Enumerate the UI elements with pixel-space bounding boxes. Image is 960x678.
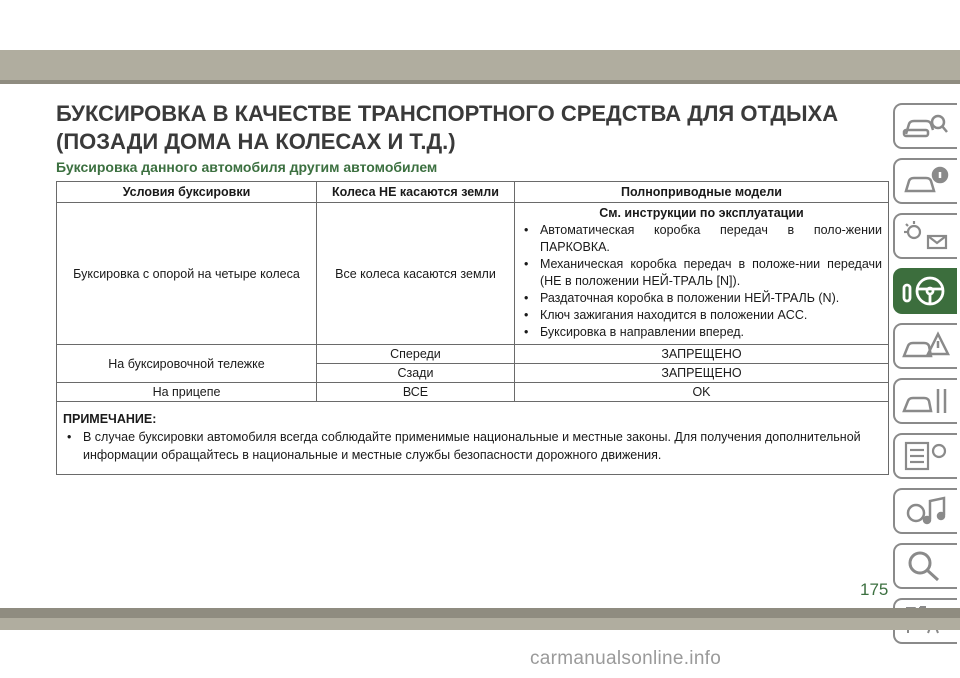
tab-car-warning[interactable] — [893, 323, 957, 369]
tab-multimedia[interactable] — [893, 488, 957, 534]
bottom-decorative-bar — [0, 608, 960, 618]
list-item: • Механическая коробка передач в положе-нии передачи (НЕ в положении НЕЙ-ТРАЛЬ [N]). — [521, 256, 882, 290]
dashboard-lights-icon — [900, 218, 950, 254]
list-item: • Раздаточная коробка в положении НЕЙ-ТРАЛЬ (N). — [521, 290, 882, 307]
table-cell-value: ЗАПРЕЩЕНО — [514, 345, 888, 364]
table-header-cell: Полноприводные модели — [514, 182, 888, 203]
table-note-row — [57, 402, 889, 475]
towing-table — [56, 181, 889, 475]
table-cell-condition: На прицепе — [57, 383, 317, 402]
car-magnifier-icon — [900, 108, 950, 144]
table-header-row — [57, 182, 889, 203]
steering-wheel-key-icon — [900, 273, 950, 309]
section-subtitle: Буксировка данного автомобиля другим автомобилем — [56, 159, 438, 175]
tab-car-info[interactable] — [893, 158, 957, 204]
note-cell — [57, 402, 889, 475]
watermark: carmanualsonline.info — [530, 648, 722, 669]
chapter-tabs — [893, 103, 960, 653]
page-title-line2: (ПОЗАДИ ДОМА НА КОЛЕСАХ И Т.Д.) — [56, 129, 456, 154]
instructions-title: См. инструкции по эксплуатации — [599, 206, 804, 220]
top-decorative-line — [0, 80, 960, 84]
table-row — [57, 383, 889, 402]
table-cell-value: OK — [514, 383, 888, 402]
tab-dashboard-lights[interactable] — [893, 213, 957, 259]
tab-search[interactable] — [893, 543, 957, 589]
table-cell-condition: Буксировка с опорой на четыре колеса — [57, 203, 317, 345]
instructions-list — [521, 222, 882, 341]
table-cell-wheels: Все колеса касаются земли — [317, 203, 515, 345]
page-title-line1: БУКСИРОВКА В КАЧЕСТВЕ ТРАНСПОРТНОГО СРЕДСТВА ДЛЯ ОТДЫХА — [56, 101, 839, 126]
tab-checklist-gear[interactable] — [893, 433, 957, 479]
tab-car-tools[interactable] — [893, 378, 957, 424]
multimedia-icon — [900, 493, 950, 529]
table-cell-wheels: Сзади — [317, 364, 515, 383]
table-cell-condition: На буксировочной тележке — [57, 345, 317, 383]
list-item: • Ключ зажигания находится в положении ACC. — [521, 307, 882, 324]
table-header-cell: Условия буксировки — [57, 182, 317, 203]
top-decorative-bar — [0, 50, 960, 80]
table-cell-instructions — [514, 203, 888, 345]
search-icon — [900, 548, 950, 584]
car-warning-icon — [900, 328, 950, 364]
checklist-gear-icon — [900, 438, 950, 474]
tab-car-magnifier[interactable] — [893, 103, 957, 149]
table-row — [57, 345, 889, 364]
bottom-decorative-bar-light — [0, 618, 960, 630]
table-header-cell: Колеса НЕ касаются земли — [317, 182, 515, 203]
note-title: ПРИМЕЧАНИЕ: — [63, 412, 157, 426]
car-tools-icon — [900, 383, 950, 419]
table-row — [57, 203, 889, 345]
table-cell-wheels: ВСЕ — [317, 383, 515, 402]
page-title — [56, 100, 876, 156]
note-text: • В случае буксировки автомобиля всегда соблюдайте применимые национальные и местные законы. Для получения дополнительной информации обращайтесь в национальные и местные службы безопасности дорожного движения. — [63, 428, 882, 464]
table-cell-wheels: Спереди — [317, 345, 515, 364]
page-number: 175 — [860, 580, 889, 599]
tab-steering-wheel[interactable] — [893, 268, 957, 314]
car-info-icon — [900, 163, 950, 199]
list-item: • Автоматическая коробка передач в поло-жении ПАРКОВКА. — [521, 222, 882, 256]
table-cell-value: ЗАПРЕЩЕНО — [514, 364, 888, 383]
list-item: • Буксировка в направлении вперед. — [521, 324, 882, 341]
